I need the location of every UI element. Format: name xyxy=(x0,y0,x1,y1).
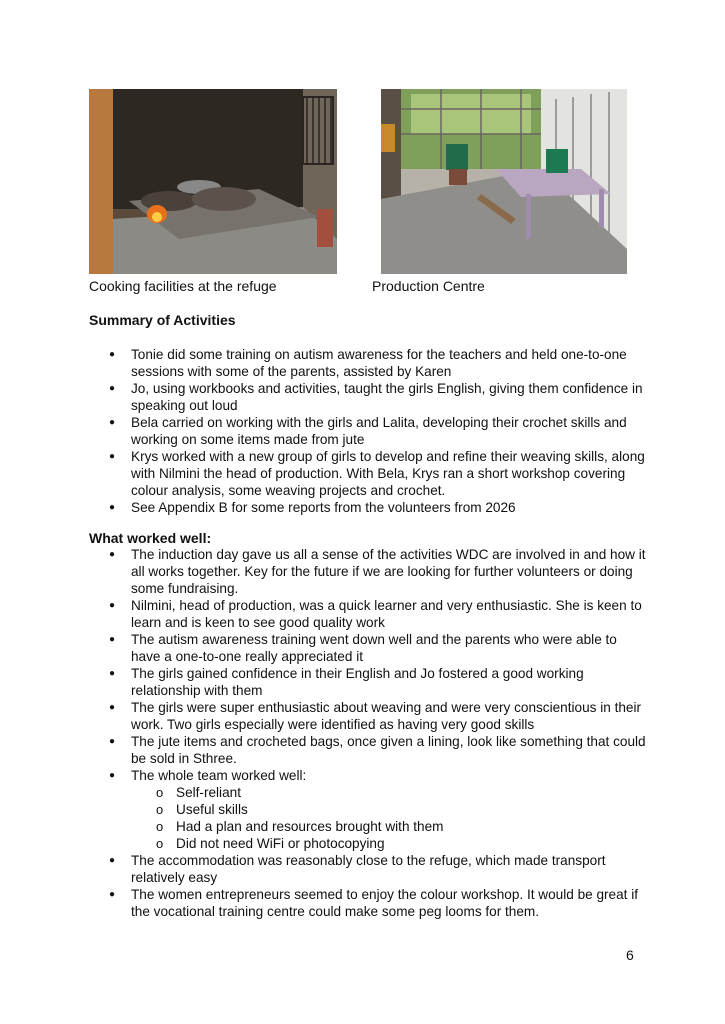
list-item: ● See Appendix B for some reports from the volunteers from 2026 xyxy=(89,499,649,516)
list-item: ● The girls were super enthusiastic about weaving and were very conscientious in their work. Two girls especially were identified as having very good skills xyxy=(89,699,649,733)
list-item: ● Jo, using workbooks and activities, taught the girls English, giving them confidence in speaking out loud xyxy=(89,380,649,414)
sub-list-item: o Did not need WiFi or photocopying xyxy=(131,835,649,852)
worked-well-list xyxy=(89,546,649,920)
list-item: ● Krys worked with a new group of girls to develop and refine their weaving skills, along with Nilmini the head of production. With Bela, Krys ran a short workshop covering colour analysis, some weaving projects and crochet. xyxy=(89,448,649,499)
worked-well-heading: What worked well: xyxy=(89,530,212,546)
list-item: ● The autism awareness training went down well and the parents who were able to have a one-to-one really appreciated it xyxy=(89,631,649,665)
caption-cooking-facilities: Cooking facilities at the refuge xyxy=(89,278,277,294)
summary-list xyxy=(89,346,649,516)
sub-list-item: o Useful skills xyxy=(131,801,649,818)
caption-production-centre: Production Centre xyxy=(372,278,485,294)
sub-list-item: o Self-reliant xyxy=(131,784,649,801)
team-sublist xyxy=(131,784,649,852)
list-item: ● The jute items and crocheted bags, once given a lining, look like something that could be sold in Sthree. xyxy=(89,733,649,767)
list-item: ● Tonie did some training on autism awareness for the teachers and held one-to-one sessions with some of the parents, assisted by Karen xyxy=(89,346,649,380)
list-item: ● The accommodation was reasonably close to the refuge, which made transport relatively easy xyxy=(89,852,649,886)
cooking-facilities-photo xyxy=(89,89,337,274)
production-centre-photo xyxy=(381,89,627,274)
sub-list-item: o Had a plan and resources brought with them xyxy=(131,818,649,835)
page-number: 6 xyxy=(626,947,634,963)
team-item-label: The whole team worked well: xyxy=(131,768,307,783)
list-item: ● The girls gained confidence in their English and Jo fostered a good working relationship with them xyxy=(89,665,649,699)
list-item: ● The induction day gave us all a sense of the activities WDC are involved in and how it all works together. Key for the future if we are looking for further volunteers or doing some fundraising. xyxy=(89,546,649,597)
list-item-team xyxy=(89,767,649,852)
list-item: ● Bela carried on working with the girls and Lalita, developing their crochet skills and working on some items made from jute xyxy=(89,414,649,448)
list-item: ● Nilmini, head of production, was a quick learner and very enthusiastic. She is keen to learn and is keen to see good quality work xyxy=(89,597,649,631)
list-item: ● The women entrepreneurs seemed to enjoy the colour workshop. It would be great if the vocational training centre could make some peg looms for them. xyxy=(89,886,649,920)
summary-heading: Summary of Activities xyxy=(89,312,236,328)
